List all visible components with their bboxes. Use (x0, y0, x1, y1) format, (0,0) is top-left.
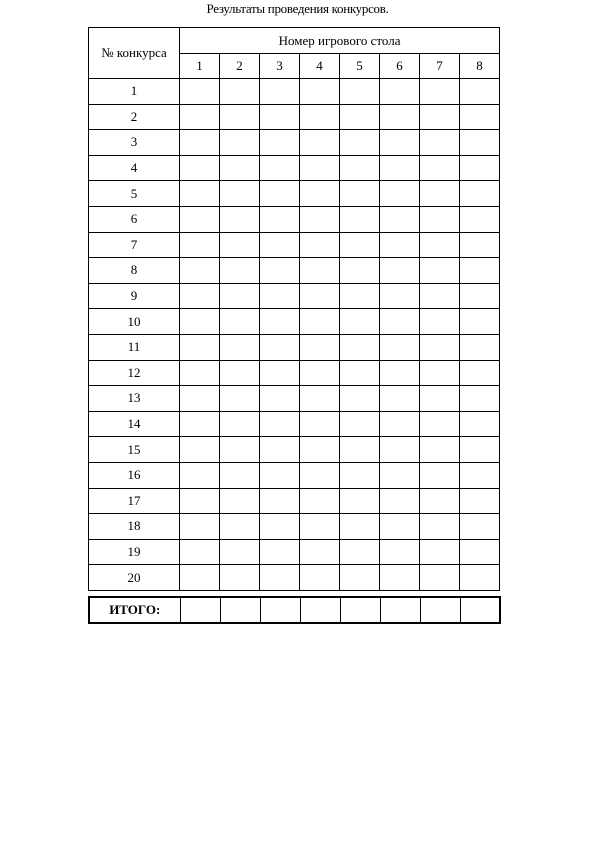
score-cell[interactable] (220, 488, 260, 514)
score-cell[interactable] (460, 155, 500, 181)
score-cell[interactable] (260, 206, 300, 232)
contest-row (89, 437, 500, 463)
score-cell[interactable] (300, 283, 340, 309)
score-cell[interactable] (420, 130, 460, 156)
score-cell[interactable] (420, 514, 460, 540)
contest-number-cell: 2 (89, 104, 180, 130)
score-cell[interactable] (180, 232, 220, 258)
header-row (89, 28, 500, 54)
total-row (89, 597, 500, 623)
score-cell[interactable] (420, 309, 460, 335)
contest-row (89, 514, 500, 540)
contest-number-cell: 4 (89, 155, 180, 181)
score-cell[interactable] (380, 283, 420, 309)
score-cell[interactable] (180, 104, 220, 130)
contest-number-cell: 5 (89, 181, 180, 207)
score-cell[interactable] (180, 283, 220, 309)
table-number-cell: 2 (220, 54, 260, 79)
score-cell[interactable] (380, 232, 420, 258)
score-cell[interactable] (340, 309, 380, 335)
score-cell[interactable] (380, 488, 420, 514)
score-cell[interactable] (220, 155, 260, 181)
contest-row (89, 488, 500, 514)
score-cell[interactable] (420, 155, 460, 181)
score-cell[interactable] (220, 514, 260, 540)
contest-number-cell: 20 (89, 565, 180, 591)
score-cell[interactable] (180, 539, 220, 565)
score-cell[interactable] (300, 437, 340, 463)
score-cell[interactable] (180, 79, 220, 105)
contest-row (89, 360, 500, 386)
score-cell[interactable] (300, 258, 340, 284)
score-cell[interactable] (340, 181, 380, 207)
score-cell[interactable] (180, 309, 220, 335)
score-cell[interactable] (220, 539, 260, 565)
score-cell[interactable] (260, 258, 300, 284)
score-cell[interactable] (460, 232, 500, 258)
score-cell[interactable] (220, 104, 260, 130)
score-cell[interactable] (260, 181, 300, 207)
score-cell[interactable] (220, 309, 260, 335)
score-cell[interactable] (380, 181, 420, 207)
score-cell[interactable] (180, 206, 220, 232)
contest-row (89, 386, 500, 412)
contest-number-cell: 8 (89, 258, 180, 284)
table-number-cell: 8 (460, 54, 500, 79)
total-cell[interactable] (420, 597, 460, 623)
table-number-cell: 1 (180, 54, 220, 79)
score-cell[interactable] (420, 79, 460, 105)
score-cell[interactable] (300, 488, 340, 514)
contest-row (89, 283, 500, 309)
score-cell[interactable] (340, 130, 380, 156)
contest-row (89, 411, 500, 437)
contest-number-cell: 6 (89, 206, 180, 232)
score-cell[interactable] (340, 206, 380, 232)
contest-row (89, 258, 500, 284)
table-number-cell: 6 (380, 54, 420, 79)
score-cell[interactable] (300, 386, 340, 412)
table-number-cell: 5 (340, 54, 380, 79)
score-cell[interactable] (180, 386, 220, 412)
score-cell[interactable] (420, 488, 460, 514)
score-cell[interactable] (420, 539, 460, 565)
score-cell[interactable] (220, 360, 260, 386)
score-cell[interactable] (340, 386, 380, 412)
score-cell[interactable] (220, 283, 260, 309)
score-cell[interactable] (460, 206, 500, 232)
score-cell[interactable] (420, 181, 460, 207)
score-cell[interactable] (420, 565, 460, 591)
score-cell[interactable] (260, 488, 300, 514)
score-cell[interactable] (180, 334, 220, 360)
score-cell[interactable] (300, 130, 340, 156)
score-cell[interactable] (380, 334, 420, 360)
score-cell[interactable] (300, 104, 340, 130)
score-cell[interactable] (340, 232, 380, 258)
score-cell[interactable] (420, 206, 460, 232)
page-title: Результаты проведения конкурсов. (206, 1, 389, 16)
score-cell[interactable] (340, 437, 380, 463)
total-cell[interactable] (380, 597, 420, 623)
score-cell[interactable] (300, 232, 340, 258)
score-cell[interactable] (180, 514, 220, 540)
results-table (88, 27, 500, 591)
contest-number-header: № конкурса (89, 28, 180, 79)
score-cell[interactable] (260, 386, 300, 412)
contest-number-cell: 3 (89, 130, 180, 156)
score-cell[interactable] (260, 309, 300, 335)
contest-number-cell: 17 (89, 488, 180, 514)
score-cell[interactable] (180, 155, 220, 181)
score-cell[interactable] (260, 232, 300, 258)
contest-row (89, 334, 500, 360)
score-cell[interactable] (180, 462, 220, 488)
score-cell[interactable] (180, 130, 220, 156)
score-cell[interactable] (420, 360, 460, 386)
table-number-cell: 3 (260, 54, 300, 79)
contest-row (89, 206, 500, 232)
table-number-cell: 7 (420, 54, 460, 79)
total-cell[interactable] (300, 597, 340, 623)
score-cell[interactable] (340, 565, 380, 591)
score-cell[interactable] (300, 462, 340, 488)
score-cell[interactable] (180, 488, 220, 514)
total-cell[interactable] (180, 597, 220, 623)
contest-number-cell: 12 (89, 360, 180, 386)
score-cell[interactable] (300, 155, 340, 181)
contest-number-cell: 7 (89, 232, 180, 258)
score-cell[interactable] (220, 130, 260, 156)
contest-number-cell: 13 (89, 386, 180, 412)
score-cell[interactable] (380, 386, 420, 412)
score-cell[interactable] (220, 386, 260, 412)
contest-number-cell: 19 (89, 539, 180, 565)
contest-row (89, 104, 500, 130)
score-cell[interactable] (220, 79, 260, 105)
score-cell[interactable] (340, 283, 380, 309)
score-cell[interactable] (460, 258, 500, 284)
score-cell[interactable] (380, 104, 420, 130)
score-cell[interactable] (460, 514, 500, 540)
score-cell[interactable] (340, 360, 380, 386)
score-cell[interactable] (300, 79, 340, 105)
score-cell[interactable] (340, 514, 380, 540)
contest-number-cell: 15 (89, 437, 180, 463)
contest-number-cell: 10 (89, 309, 180, 335)
score-cell[interactable] (340, 79, 380, 105)
score-cell[interactable] (260, 283, 300, 309)
contest-row (89, 462, 500, 488)
contest-number-cell: 1 (89, 79, 180, 105)
total-cell[interactable] (340, 597, 380, 623)
score-cell[interactable] (460, 360, 500, 386)
score-cell[interactable] (220, 334, 260, 360)
contest-number-cell: 11 (89, 334, 180, 360)
score-cell[interactable] (460, 104, 500, 130)
score-cell[interactable] (460, 181, 500, 207)
score-cell[interactable] (380, 309, 420, 335)
score-cell[interactable] (260, 437, 300, 463)
score-cell[interactable] (300, 181, 340, 207)
score-cell[interactable] (380, 258, 420, 284)
score-cell[interactable] (420, 411, 460, 437)
score-cell[interactable] (260, 334, 300, 360)
score-cell[interactable] (380, 411, 420, 437)
score-cell[interactable] (340, 462, 380, 488)
contest-row (89, 565, 500, 591)
score-cell[interactable] (260, 514, 300, 540)
score-cell[interactable] (180, 258, 220, 284)
score-cell[interactable] (460, 130, 500, 156)
contest-row (89, 155, 500, 181)
contest-number-cell: 16 (89, 462, 180, 488)
score-cell[interactable] (220, 437, 260, 463)
total-label: ИТОГО: (89, 597, 180, 623)
score-cell[interactable] (460, 283, 500, 309)
score-cell[interactable] (460, 79, 500, 105)
score-cell[interactable] (260, 411, 300, 437)
score-cell[interactable] (380, 130, 420, 156)
score-cell[interactable] (460, 309, 500, 335)
score-cell[interactable] (300, 539, 340, 565)
score-cell[interactable] (460, 488, 500, 514)
score-cell[interactable] (340, 539, 380, 565)
score-cell[interactable] (180, 437, 220, 463)
score-cell[interactable] (260, 130, 300, 156)
score-cell[interactable] (220, 181, 260, 207)
score-cell[interactable] (380, 539, 420, 565)
score-cell[interactable] (300, 411, 340, 437)
score-cell[interactable] (380, 437, 420, 463)
score-cell[interactable] (420, 437, 460, 463)
score-cell[interactable] (340, 104, 380, 130)
total-cell[interactable] (220, 597, 260, 623)
score-cell[interactable] (380, 565, 420, 591)
score-cell[interactable] (380, 155, 420, 181)
score-cell[interactable] (340, 334, 380, 360)
contest-row (89, 181, 500, 207)
score-cell[interactable] (260, 155, 300, 181)
score-cell[interactable] (300, 334, 340, 360)
contest-row (89, 130, 500, 156)
score-cell[interactable] (220, 565, 260, 591)
score-cell[interactable] (260, 360, 300, 386)
score-cell[interactable] (180, 360, 220, 386)
score-cell[interactable] (300, 206, 340, 232)
score-cell[interactable] (260, 539, 300, 565)
score-cell[interactable] (420, 258, 460, 284)
score-cell[interactable] (380, 206, 420, 232)
score-cell[interactable] (340, 155, 380, 181)
score-cell[interactable] (340, 488, 380, 514)
score-cell[interactable] (220, 462, 260, 488)
score-cell[interactable] (340, 258, 380, 284)
score-cell[interactable] (460, 565, 500, 591)
score-cell[interactable] (300, 360, 340, 386)
score-cell[interactable] (380, 360, 420, 386)
contest-number-cell: 9 (89, 283, 180, 309)
score-cell[interactable] (420, 462, 460, 488)
score-cell[interactable] (300, 514, 340, 540)
score-cell[interactable] (180, 181, 220, 207)
score-cell[interactable] (420, 334, 460, 360)
total-cell[interactable] (460, 597, 500, 623)
score-cell[interactable] (260, 104, 300, 130)
score-cell[interactable] (460, 437, 500, 463)
score-cell[interactable] (180, 565, 220, 591)
score-cell[interactable] (380, 462, 420, 488)
total-table (88, 596, 501, 624)
contest-row (89, 309, 500, 335)
score-cell[interactable] (460, 334, 500, 360)
score-cell[interactable] (420, 283, 460, 309)
score-cell[interactable] (460, 411, 500, 437)
table-number-header: Номер игрового стола (180, 28, 500, 54)
score-cell[interactable] (420, 104, 460, 130)
table-number-cell: 4 (300, 54, 340, 79)
total-cell[interactable] (260, 597, 300, 623)
contest-row (89, 79, 500, 105)
score-cell[interactable] (460, 539, 500, 565)
score-cell[interactable] (260, 462, 300, 488)
score-cell[interactable] (260, 79, 300, 105)
contest-number-cell: 18 (89, 514, 180, 540)
score-cell[interactable] (340, 411, 380, 437)
score-cell[interactable] (220, 206, 260, 232)
score-cell[interactable] (220, 258, 260, 284)
score-cell[interactable] (180, 411, 220, 437)
contest-row (89, 232, 500, 258)
score-cell[interactable] (220, 232, 260, 258)
score-cell[interactable] (220, 411, 260, 437)
score-cell[interactable] (300, 565, 340, 591)
score-cell[interactable] (260, 565, 300, 591)
score-cell[interactable] (460, 386, 500, 412)
contest-row (89, 539, 500, 565)
score-cell[interactable] (380, 514, 420, 540)
score-cell[interactable] (300, 309, 340, 335)
contest-number-cell: 14 (89, 411, 180, 437)
score-cell[interactable] (460, 462, 500, 488)
score-cell[interactable] (380, 79, 420, 105)
score-cell[interactable] (420, 386, 460, 412)
score-cell[interactable] (420, 232, 460, 258)
